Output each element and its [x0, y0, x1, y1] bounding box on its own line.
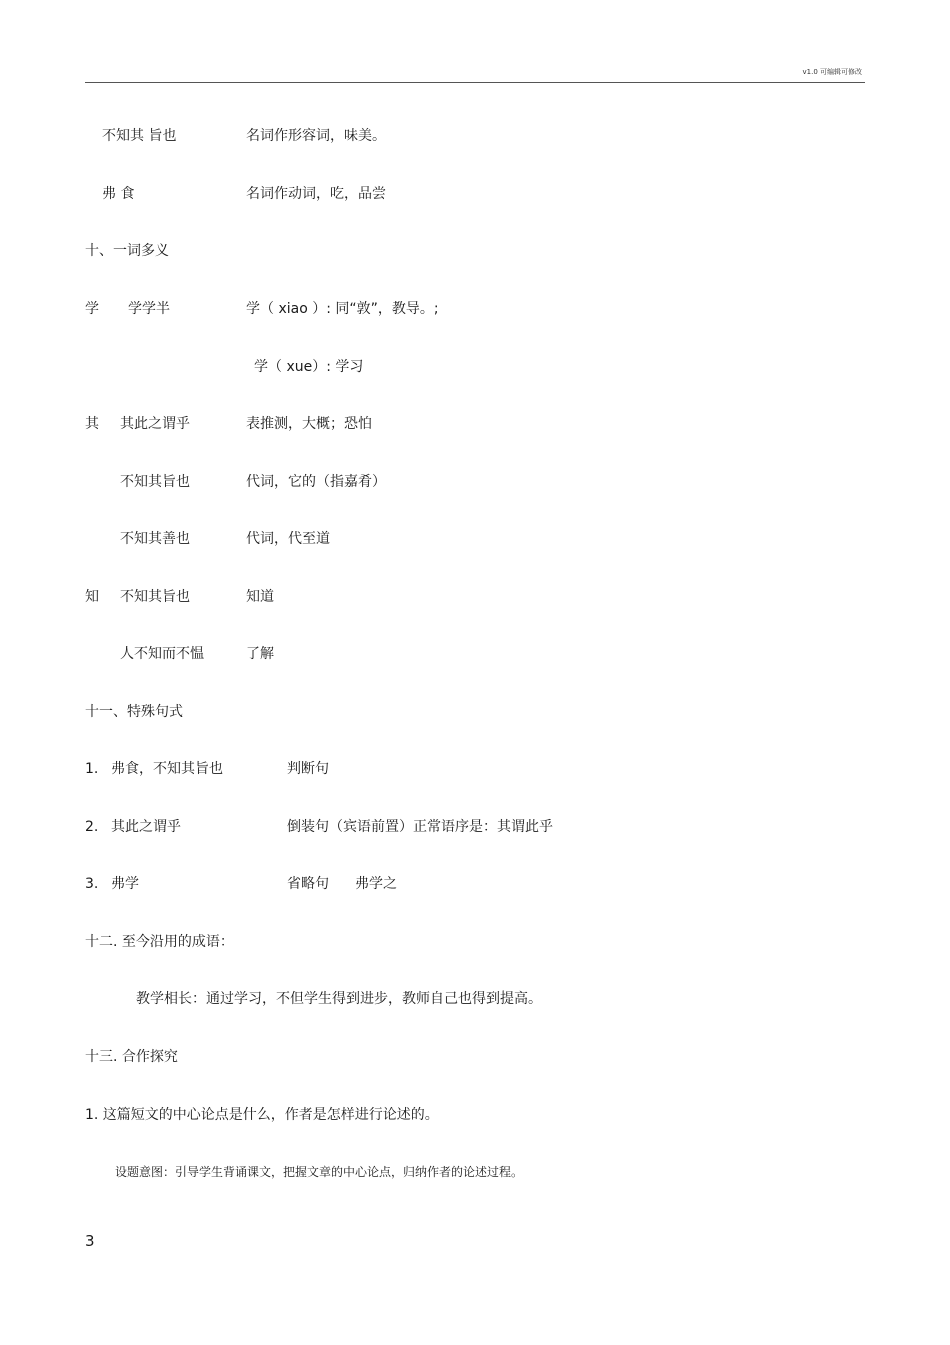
sentence-1-number: 1. [85, 761, 99, 777]
row-2-phrase: 弗 食 [102, 186, 135, 202]
sentence-3-type: 省略句 [287, 876, 329, 892]
section-12-title: 十二. 至今沿用的成语： [85, 934, 234, 950]
sentence-1-type: 判断句 [287, 761, 329, 777]
qi-meaning-2: 代词，它的（指嘉肴） [246, 474, 386, 490]
zhi-example-1: 不知其旨也 [120, 589, 190, 605]
xue-meaning-1: 学（ xiao ）: 同“敦”，教导。; [246, 301, 439, 317]
row-1-meaning: 名词作形容词，味美。 [246, 128, 386, 144]
zhi-meaning-2: 了解 [246, 646, 274, 662]
section-13-title: 十三. 合作探究 [85, 1049, 178, 1065]
section-11-title: 十一、特殊句式 [85, 704, 183, 720]
qi-example-2: 不知其旨也 [120, 474, 190, 490]
sentence-3-number: 3. [85, 876, 99, 892]
sentence-3-text: 弗学 [111, 876, 139, 892]
qi-example-1: 其此之谓乎 [120, 416, 190, 432]
zhi-meaning-1: 知道 [246, 589, 274, 605]
header-version: v1.0 可编辑可修改 [802, 68, 862, 76]
row-1-phrase: 不知其 旨也 [102, 128, 177, 144]
qi-example-3: 不知其善也 [120, 531, 190, 547]
design-intent: 设题意图：引导学生背诵课文，把握文章的中心论点，归纳作者的论述过程。 [115, 1165, 524, 1179]
sentence-2-number: 2. [85, 819, 99, 835]
sentence-1-text: 弗食，不知其旨也 [111, 761, 223, 777]
idiom-text: 教学相长：通过学习，不但学生得到进步，教师自己也得到提高。 [136, 991, 542, 1007]
qi-meaning-1: 表推测，大概；恐怕 [246, 416, 372, 432]
xue-char: 学 [85, 301, 99, 317]
sentence-2-text: 其此之谓乎 [111, 819, 181, 835]
sentence-2-type: 倒装句（宾语前置）正常语序是：其谓此乎 [287, 819, 553, 835]
qi-char: 其 [85, 416, 99, 432]
qi-meaning-3: 代词，代至道 [246, 531, 330, 547]
xue-meaning-2: 学（ xue）: 学习 [254, 359, 364, 375]
zhi-example-2: 人不知而不愠 [120, 646, 204, 662]
xue-example: 学学半 [128, 301, 170, 317]
section-10-title: 十、一词多义 [85, 243, 169, 259]
zhi-char: 知 [85, 589, 99, 605]
header-rule [85, 82, 865, 83]
question-1: 1. 这篇短文的中心论点是什么，作者是怎样进行论述的。 [85, 1107, 439, 1123]
sentence-3-note: 弗学之 [355, 876, 397, 892]
row-2-meaning: 名词作动词，吃，品尝 [246, 186, 386, 202]
page-number: 3 [85, 1232, 95, 1250]
